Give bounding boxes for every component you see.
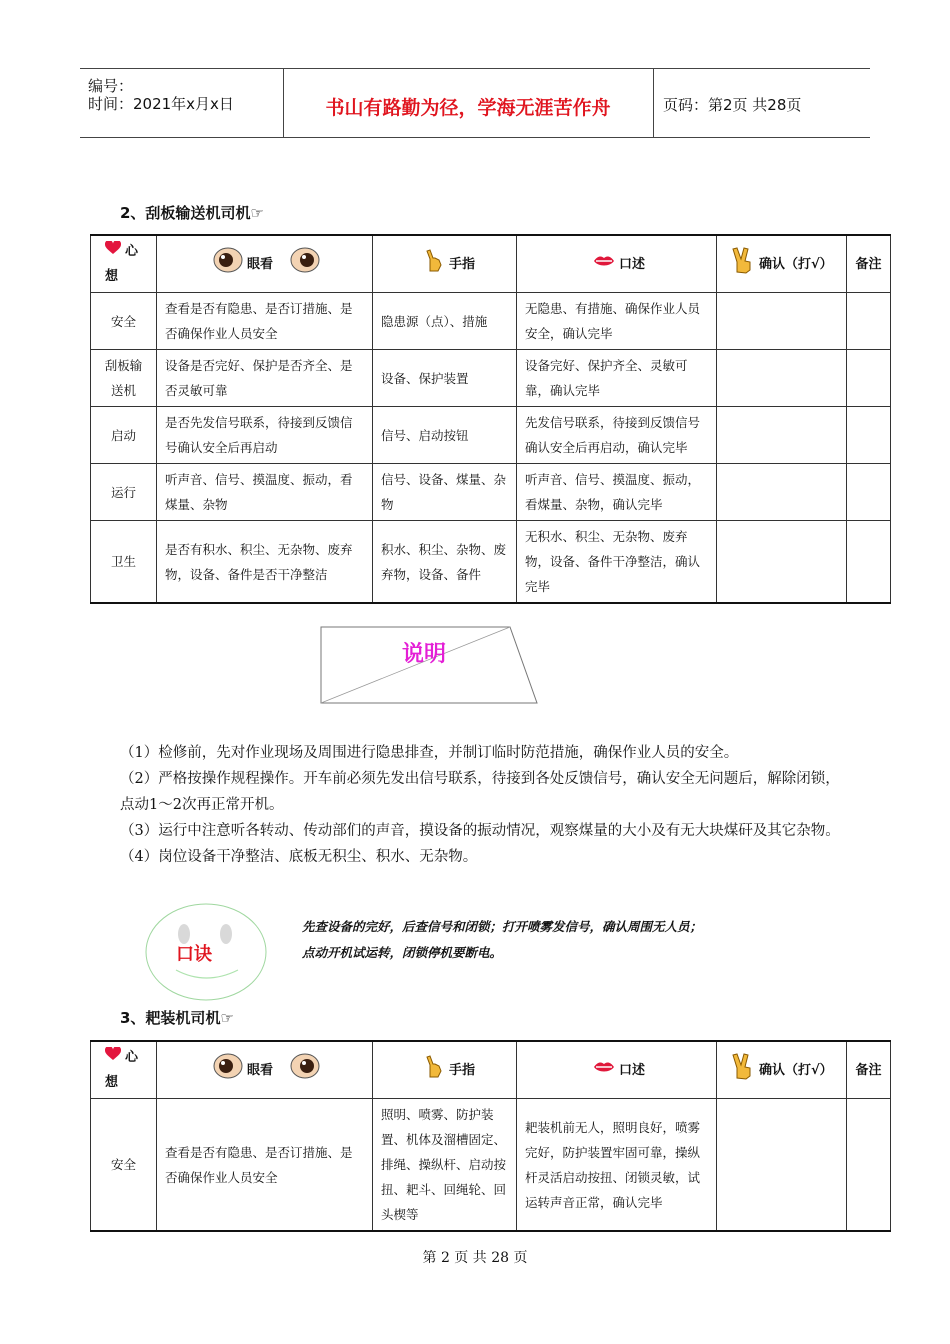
mnemonic-line: 先查设备的完好，后查信号和闭锁；打开喷雾发信号，确认周围无人员；: [302, 919, 703, 934]
heart-icon: [105, 1045, 121, 1070]
row-point: 信号、启动按钮: [373, 407, 517, 464]
row-confirm[interactable]: [717, 1099, 847, 1232]
note-line: （1）检修前，先对作业现场及周围进行隐患排查，并制订临时防范措施，确保作业人员的安全。: [120, 745, 739, 761]
table-row: [91, 464, 891, 521]
mnemonic-text: [302, 914, 842, 966]
explain-label: 说明: [402, 642, 447, 667]
col-note: 备注: [847, 235, 891, 293]
pointing-hand-icon: [421, 247, 445, 282]
section3-table: [90, 1040, 891, 1232]
table-header-row: [91, 235, 891, 293]
row-say: 先发信号联系，待接到反馈信号确认安全后再启动，确认完毕: [517, 407, 717, 464]
note-line: （4）岗位设备干净整洁、底板无积尘、积水、无杂物。: [120, 849, 478, 865]
col-say: 口述: [517, 1041, 717, 1099]
header-page-cell: [653, 69, 870, 137]
lips-icon: [593, 1058, 615, 1083]
row-note[interactable]: [847, 1099, 891, 1232]
victory-hand-icon: [731, 1052, 755, 1089]
row-confirm[interactable]: [717, 293, 847, 350]
header-motto-cell: [283, 69, 654, 137]
col-point: 手指: [373, 1041, 517, 1099]
page-label: 页码：第2页 共28页: [663, 96, 802, 114]
row-point: 信号、设备、煤量、杂物: [373, 464, 517, 521]
row-note[interactable]: [847, 464, 891, 521]
mnemonic-label: 口诀: [176, 944, 212, 965]
table-row: [91, 407, 891, 464]
col-look: 眼看: [157, 235, 373, 293]
mnemonic-line: 点动开机试运转，闭锁停机要断电。: [302, 945, 503, 960]
row-look: 是否先发信号联系，待接到反馈信号确认安全后再启动: [157, 407, 373, 464]
col-note: 备注: [847, 1041, 891, 1099]
section2-title: 2、刮板输送机司机☞: [120, 204, 264, 222]
col-look: 眼看: [157, 1041, 373, 1099]
document-header: [80, 68, 870, 138]
col-think: 心想: [91, 1041, 157, 1099]
note-line: （2）严格按操作规程操作。开车前必须先发出信号联系，待接到各处反馈信号，确认安全无问题后，解除闭锁，点动1～2次再正常开机。: [120, 771, 840, 813]
page-footer: 第 2 页 共 28 页: [422, 1250, 528, 1266]
row-category: 刮板输送机: [91, 350, 157, 407]
number-label: 编号：: [88, 77, 134, 95]
col-say: 口述: [517, 235, 717, 293]
table-row: [91, 521, 891, 604]
row-say: 设备完好、保护齐全、灵敏可靠，确认完毕: [517, 350, 717, 407]
row-category: 启动: [91, 407, 157, 464]
section3-title: 3、耙装机司机☞: [120, 1009, 234, 1027]
row-look: 查看是否有隐患、是否订措施、是否确保作业人员安全: [157, 293, 373, 350]
lips-icon: [593, 252, 615, 277]
victory-hand-icon: [731, 246, 755, 283]
pointing-hand-icon: [421, 1053, 445, 1088]
row-note[interactable]: [847, 293, 891, 350]
row-note[interactable]: [847, 407, 891, 464]
row-point: 隐患源（点）、措施: [373, 293, 517, 350]
row-look: 是否有积水、积尘、无杂物、废弃物，设备、备件是否干净整洁: [157, 521, 373, 604]
row-look: 设备是否完好、保护是否齐全、是否灵敏可靠: [157, 350, 373, 407]
table-row: [91, 293, 891, 350]
row-look: 查看是否有隐患、是否订措施、是否确保作业人员安全: [157, 1099, 373, 1232]
row-category: 安全: [91, 1099, 157, 1232]
row-confirm[interactable]: [717, 350, 847, 407]
time-label: 时间：2021年x月x日: [88, 95, 234, 113]
row-point: 照明、喷雾、防护装置、机体及溜槽固定、排绳、操纵杆、启动按扭、耙斗、回绳轮、回头楔等: [373, 1099, 517, 1232]
eye-icon: [213, 1053, 243, 1088]
eye-icon: [213, 247, 243, 282]
row-say: 无积水、积尘、无杂物、废弃物，设备、备件干净整洁，确认完毕: [517, 521, 717, 604]
col-confirm: 确认（打√）: [717, 235, 847, 293]
explain-notes: [120, 740, 840, 870]
col-think: 心想: [91, 235, 157, 293]
row-confirm[interactable]: [717, 521, 847, 604]
row-look: 听声音、信号、摸温度、振动，看煤量、杂物: [157, 464, 373, 521]
row-confirm[interactable]: [717, 464, 847, 521]
note-line: （3）运行中注意听各转动、传动部们的声音，摸设备的振动情况，观察煤量的大小及有无大块煤矸及其它杂物。: [120, 823, 840, 839]
table-header-row: [91, 1041, 891, 1099]
row-note[interactable]: [847, 350, 891, 407]
table-row: [91, 1099, 891, 1232]
row-say: 耙装机前无人，照明良好，喷雾完好，防护装置牢固可靠，操纵杆灵活启动按扭、闭锁灵敏，试运转声音正常，确认完毕: [517, 1099, 717, 1232]
motto: 书山有路勤为径，学海无涯苦作舟: [325, 97, 611, 119]
section2-table: [90, 234, 891, 604]
eye-icon: [290, 1053, 320, 1088]
row-point: 设备、保护装置: [373, 350, 517, 407]
row-category: 运行: [91, 464, 157, 521]
heart-icon: [105, 239, 121, 264]
table-row: [91, 350, 891, 407]
header-meta-cell: [80, 69, 284, 137]
row-point: 积水、积尘、杂物、废弃物，设备、备件: [373, 521, 517, 604]
col-confirm: 确认（打√）: [717, 1041, 847, 1099]
col-point: 手指: [373, 235, 517, 293]
row-category: 卫生: [91, 521, 157, 604]
row-category: 安全: [91, 293, 157, 350]
row-say: 听声音、信号、摸温度、振动，看煤量、杂物，确认完毕: [517, 464, 717, 521]
row-say: 无隐患、有措施、确保作业人员安全，确认完毕: [517, 293, 717, 350]
eye-icon: [290, 247, 320, 282]
row-confirm[interactable]: [717, 407, 847, 464]
row-note[interactable]: [847, 521, 891, 604]
